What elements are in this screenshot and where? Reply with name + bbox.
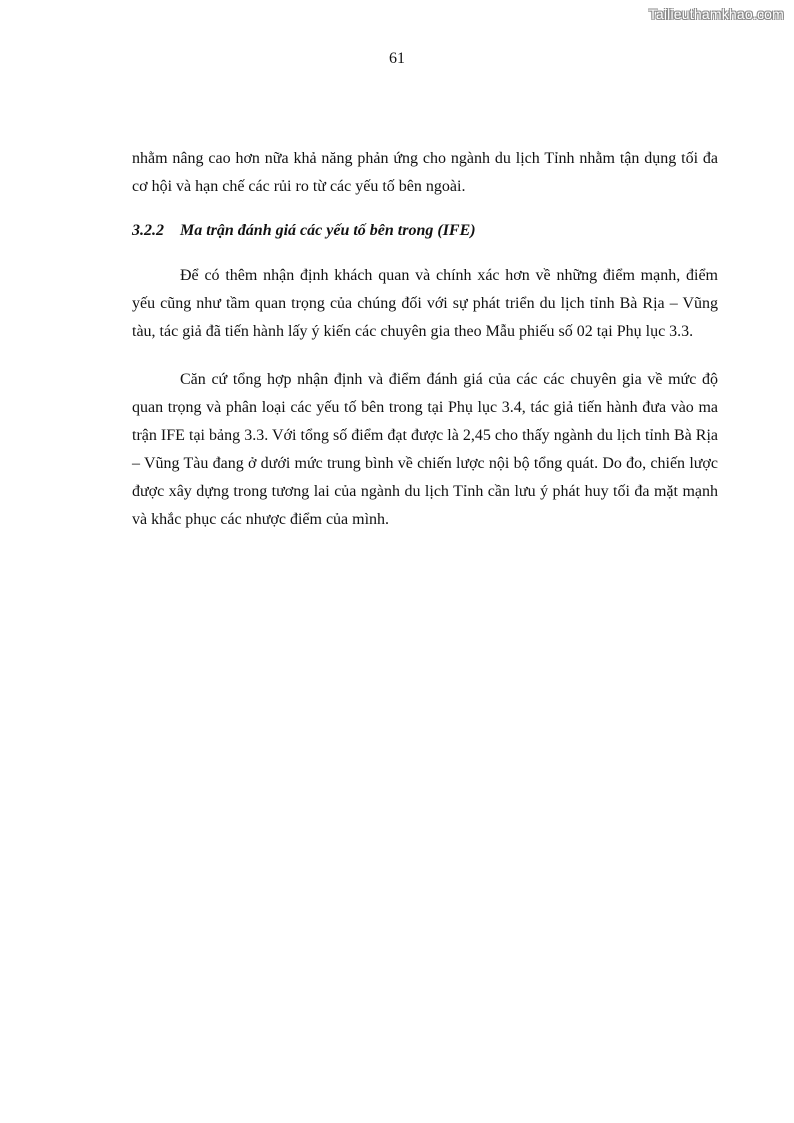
- watermark: Tailieuthamkhao.com: [648, 6, 784, 22]
- body-paragraph-1: Để có thêm nhận định khách quan và chính xác hơn về những điểm mạnh, điểm yếu cũng như tầm quan trọng của chúng đối với sự phát triển du lịch tỉnh Bà Rịa – Vũng tàu, tác giả đã tiến hành lấy ý kiến các chuyên gia theo Mẫu phiếu số 02 tại Phụ lục 3.3.: [132, 267, 718, 340]
- body-paragraph-2: Căn cứ tổng hợp nhận định và điểm đánh giá của các các chuyên gia về mức độ quan trọng và phân loại các yếu tố bên trong tại Phụ lục 3.4, tác giả tiến hành đưa vào ma trận IFE tại bảng 3.3. Với tổng số điểm đạt được là 2,45 cho thấy ngành du lịch tỉnh Bà Rịa – Vũng Tàu đang ở dưới mức trung bình về chiến lược nội bộ tổng quát. Do đo, chiến lược được xây dựng trong tương lai của ngành du lịch Tỉnh cần lưu ý phát huy tối đa mặt mạnh và khắc phục các nhược điểm của mình.: [132, 371, 718, 528]
- intro-paragraph: nhằm nâng cao hơn nữa khả năng phản ứng cho ngành du lịch Tỉnh nhằm tận dụng tối đa cơ hội và hạn chế các rủi ro từ các yếu tố bên ngoài.: [132, 150, 718, 195]
- section-heading: [132, 220, 718, 242]
- section-number: 3.2.2: [132, 222, 164, 239]
- document-body: [132, 145, 718, 534]
- section-title: Ma trận đánh giá các yếu tố bên trong (IFE): [180, 222, 476, 239]
- page-number: 61: [389, 50, 405, 67]
